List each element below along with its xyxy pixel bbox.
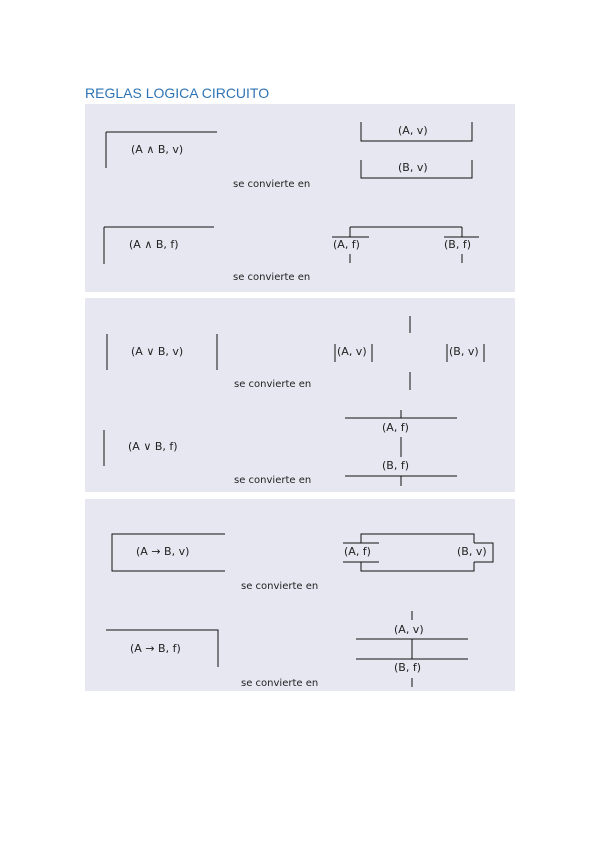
and-v-right-result: (B, v) xyxy=(398,161,428,174)
panel-implication xyxy=(85,499,515,691)
imp-v-premise: (A → B, v) xyxy=(136,545,190,558)
conjunction-diagram-lines xyxy=(85,104,515,292)
imp-f-left-result: (A, v) xyxy=(394,623,424,636)
and-v-left-result: (A, v) xyxy=(398,124,428,137)
disjunction-diagram-lines xyxy=(85,298,515,492)
implication-diagram-lines xyxy=(85,499,515,691)
and-f-premise: (A ∧ B, f) xyxy=(129,238,179,251)
or-v-left-result: (A, v) xyxy=(337,345,367,358)
imp-f-right-result: (B, f) xyxy=(394,661,421,674)
imp-v-right-result: (B, v) xyxy=(457,545,487,558)
imp-v-left-result: (A, f) xyxy=(344,545,371,558)
connector-text: se convierte en xyxy=(234,379,312,390)
or-f-right-result: (B, f) xyxy=(382,459,409,472)
connector-text: se convierte en xyxy=(233,179,311,190)
panel-disjunction xyxy=(85,298,515,492)
panel-conjunction xyxy=(85,104,515,292)
connector-text: se convierte en xyxy=(233,272,311,283)
connector-text: se convierte en xyxy=(241,581,319,592)
page-title: REGLAS LOGICA CIRCUITO xyxy=(85,85,270,101)
connector-text: se convierte en xyxy=(241,678,319,689)
or-v-right-result: (B, v) xyxy=(449,345,479,358)
and-v-premise: (A ∧ B, v) xyxy=(131,143,184,156)
or-f-premise: (A ∨ B, f) xyxy=(128,440,178,453)
imp-f-premise: (A → B, f) xyxy=(130,642,181,655)
or-f-left-result: (A, f) xyxy=(382,421,409,434)
and-f-left-result: (A, f) xyxy=(333,238,360,251)
or-v-premise: (A ∨ B, v) xyxy=(131,345,184,358)
connector-text: se convierte en xyxy=(234,475,312,486)
and-f-right-result: (B, f) xyxy=(444,238,471,251)
